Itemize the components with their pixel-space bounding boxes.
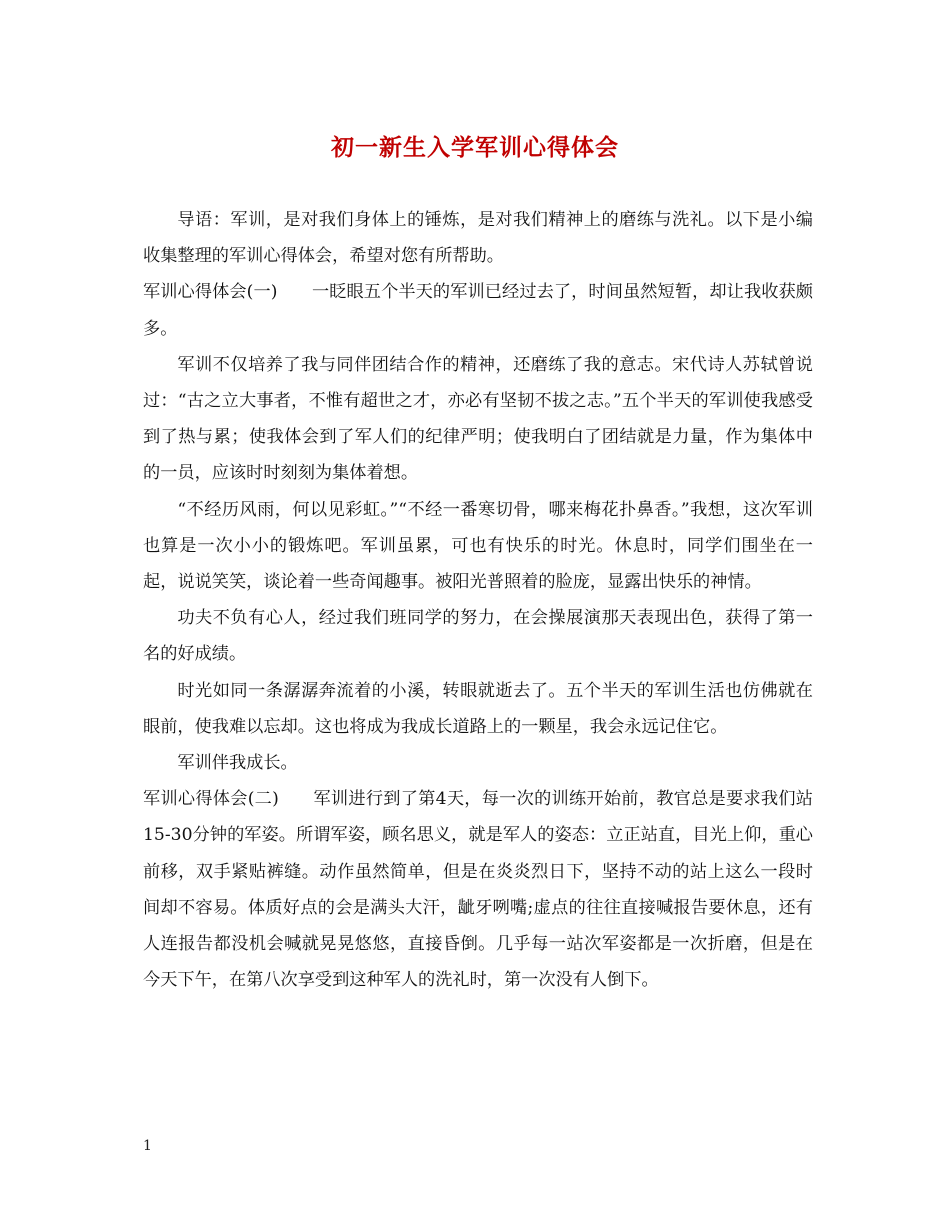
section-one-paragraph <box>143 274 813 346</box>
section-one-text: 一眨眼五个半天的军训已经过去了，时间虽然短暂，却让我收获颇多。 <box>143 282 813 339</box>
page-number: 1 <box>143 1138 152 1154</box>
document-body <box>143 202 813 998</box>
paragraph-1-3: “不经历风雨，何以见彩虹。”“不经一番寒切骨，哪来梅花扑鼻香。”我想，这次军训也算是一次小小的锻炼吧。军训虽累，可也有快乐的时光。休息时，同学们围坐在一起，说说笑笑，谈论着一些奇闻趣事。被阳光普照着的脸庞，显露出快乐的神情。 <box>143 499 813 593</box>
paragraph-1-2: 军训不仅培养了我与同伴团结合作的精神，还磨练了我的意志。宋代诗人苏轼曾说过：“古之立大事者，不惟有超世之才，亦必有坚韧不拔之志。”五个半天的军训使我感受到了热与累；使我体会到了军人们的纪律严明；使我明白了团结就是力量，作为集体中的一员，应该时时刻刻为集体着想。 <box>143 354 813 484</box>
paragraph-1-4: 功夫不负有心人，经过我们班同学的努力，在会操展演那天表现出色，获得了第一名的好成绩。 <box>143 608 813 665</box>
paragraph-1-5: 时光如同一条潺潺奔流着的小溪，转眼就逝去了。五个半天的军训生活也仿佛就在眼前，使我难以忘却。这也将成为我成长道路上的一颗星，我会永远记住它。 <box>143 680 813 737</box>
section-one-label: 军训心得体会(一) <box>143 282 278 303</box>
document-title: 初一新生入学军训心得体会 <box>331 135 619 161</box>
section-two-label: 军训心得体会(二) <box>143 789 279 810</box>
paragraph-1-6: 军训伴我成长。 <box>177 753 298 774</box>
intro-paragraph: 导语：军训，是对我们身体上的锤炼，是对我们精神上的磨练与洗礼。以下是小编收集整理的军训心得体会，希望对您有所帮助。 <box>143 210 813 267</box>
section-two-text: 军训进行到了第4天，每一次的训练开始前，教官总是要求我们站15-30分钟的军姿。所谓军姿，顾名思义，就是军人的姿态：立正站直，目光上仰，重心前移，双手紧贴裤缝。动作虽然简单，但是在炎炎烈日下，坚持不动的站上这么一段时间却不容易。体质好点的会是满头大汗，龇牙咧嘴;虚点的往往直接喊报告要休息，还有人连报告都没机会喊就晃晃悠悠，直接昏倒。几乎每一站次军姿都是一次折磨，但是在今天下午，在第八次享受到这种军人的洗礼时，第一次没有人倒下。 <box>143 789 813 991</box>
section-two-paragraph <box>143 781 813 998</box>
